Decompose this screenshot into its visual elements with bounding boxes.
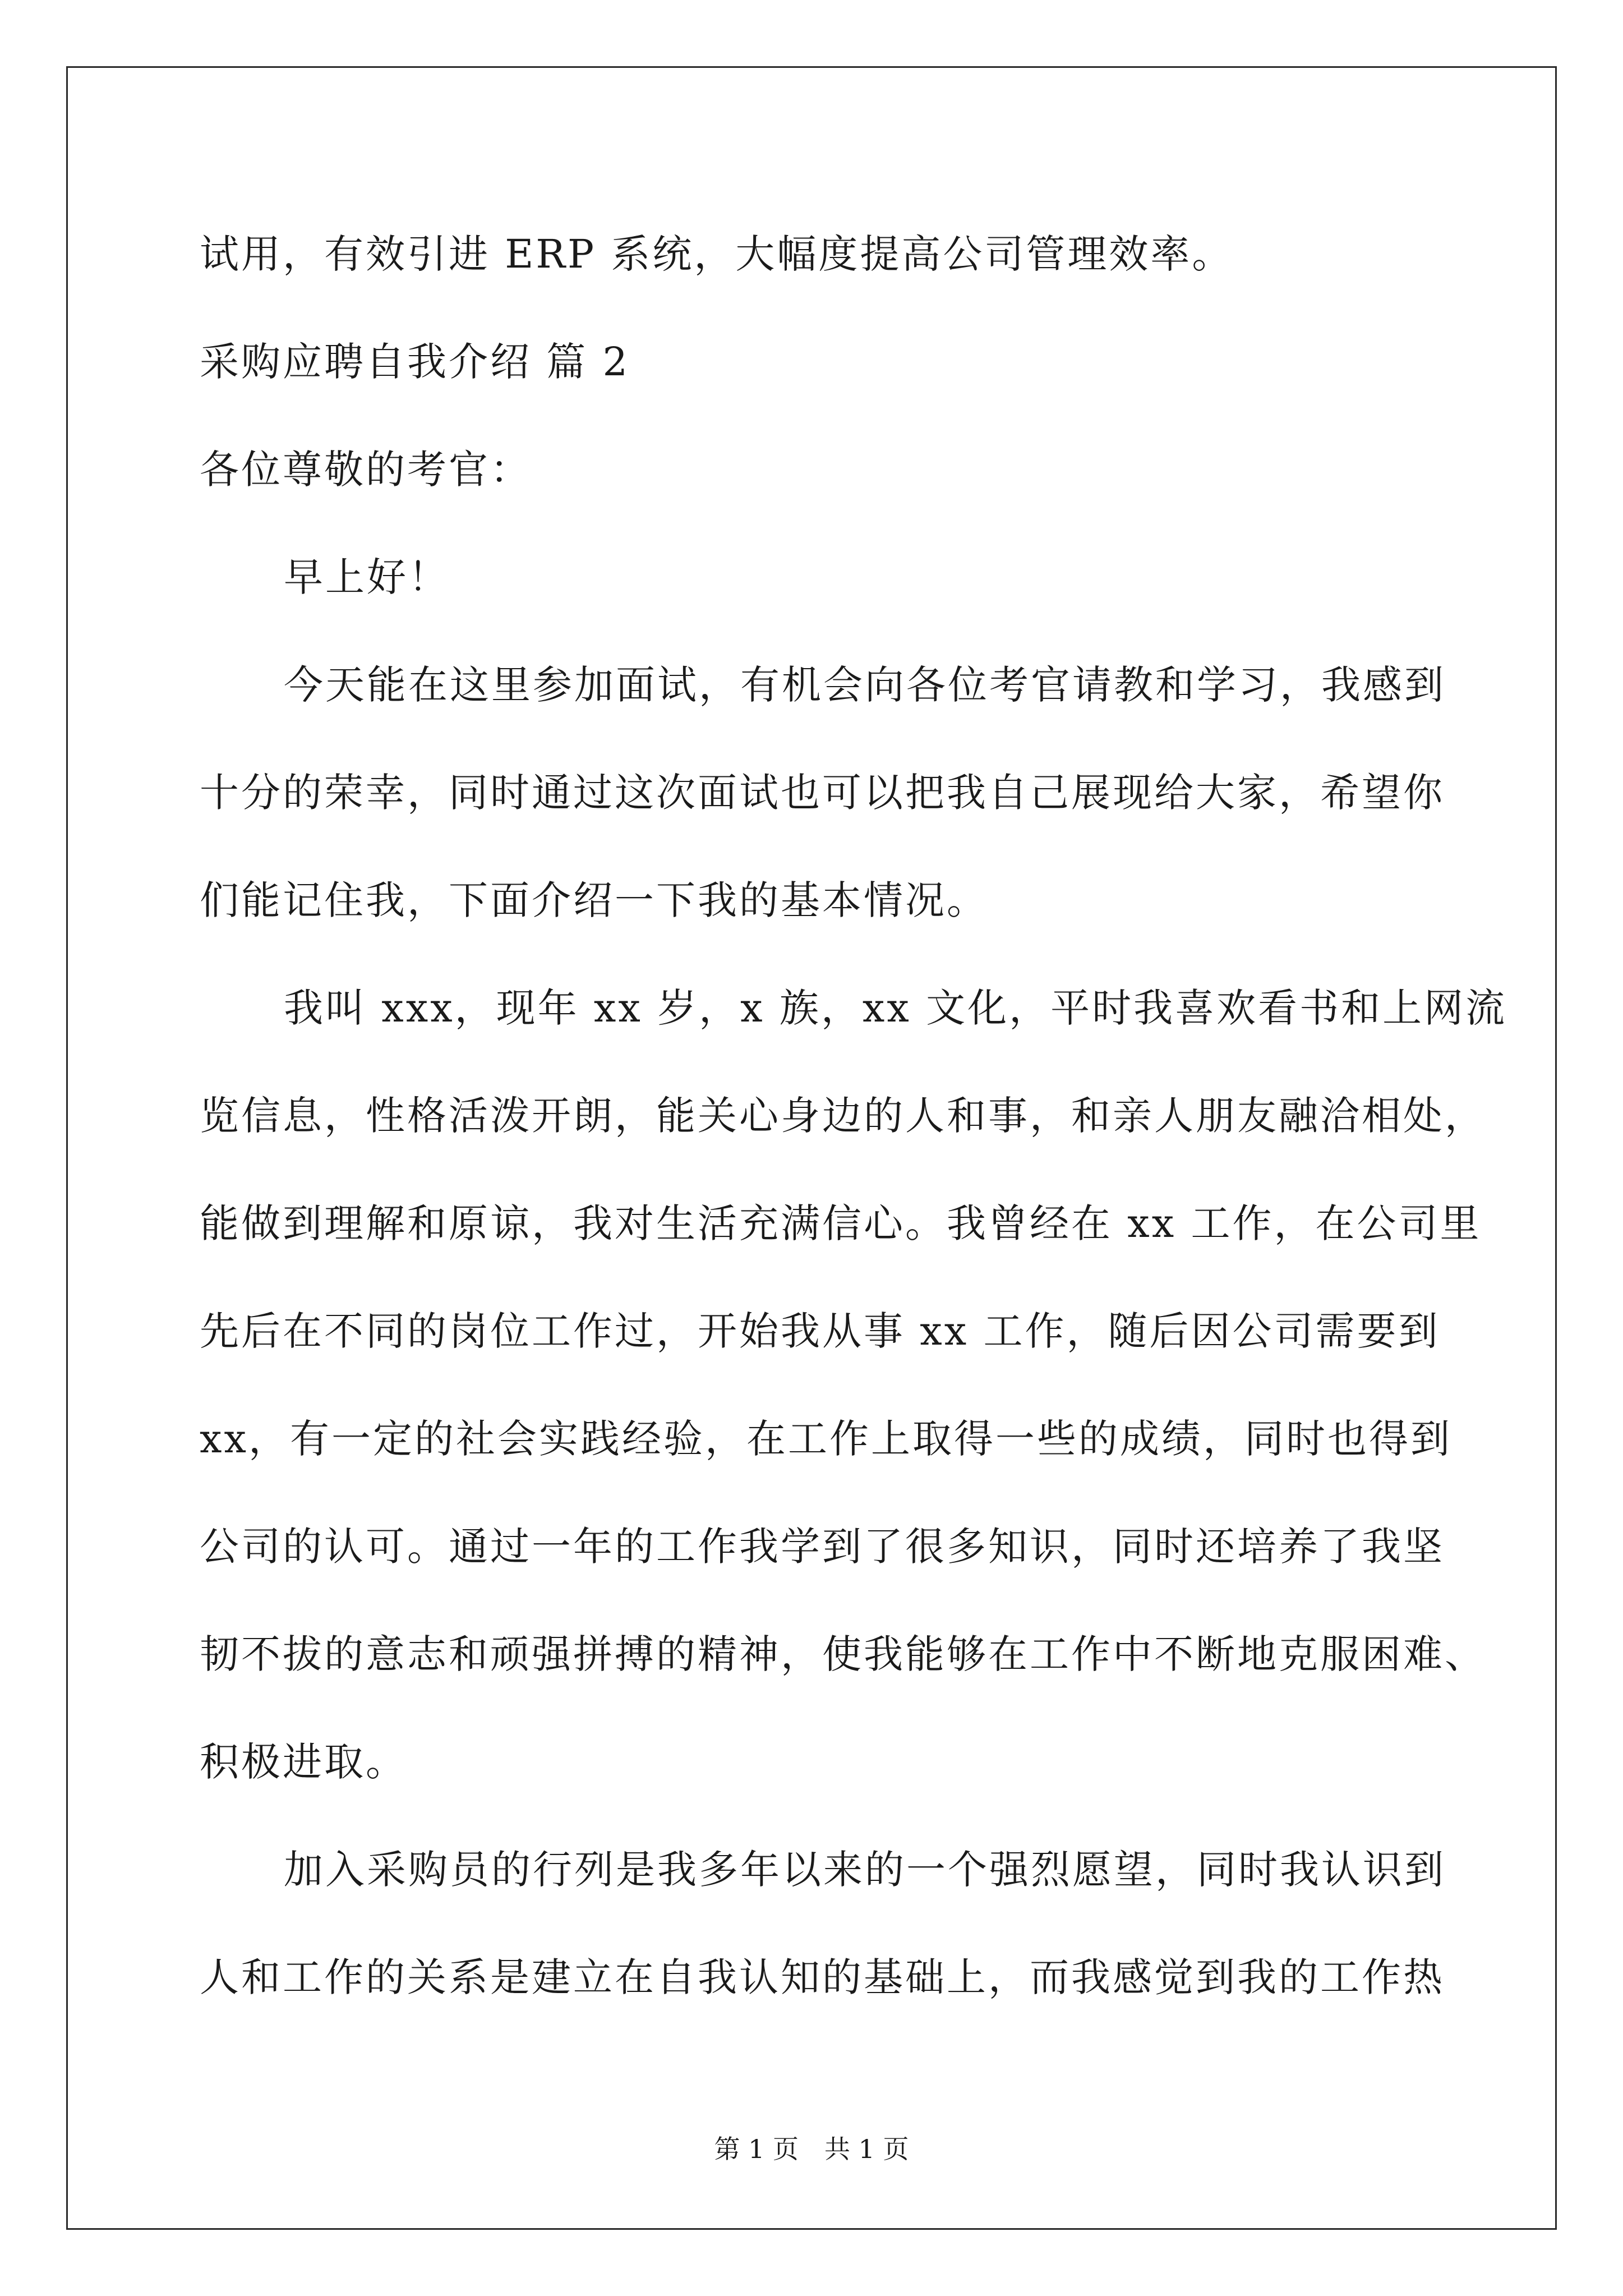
text-line: 览信息，性格活泼开朗，能关心身边的人和事，和亲人朋友融洽相处， [200,1093,1486,1139]
text-line: 积极进取。 [200,1739,407,1785]
text-line: xx，有一定的社会实践经验，在工作上取得一些的成绩，同时也得到 [200,1416,1452,1462]
page-number: 第 1 页 共 1 页 [714,2134,909,2164]
text-line: 韧不拔的意志和顽强拼搏的精神，使我能够在工作中不断地克服困难、 [200,1631,1486,1677]
salutation: 各位尊敬的考官： [200,447,532,493]
text-line: 今天能在这里参加面试，有机会向各位考官请教和学习，我感到 [284,662,1446,708]
text-line: 人和工作的关系是建立在自我认知的基础上，而我感觉到我的工作热 [200,1954,1445,2000]
text-line: 试用，有效引进 ERP 系统，大幅度提高公司管理效率。 [200,231,1234,277]
text-line: 十分的荣幸，同时通过这次面试也可以把我自己展现给大家，希望你 [200,770,1445,816]
text-line: 能做到理解和原谅，我对生活充满信心。我曾经在 xx 工作，在公司里 [200,1200,1482,1246]
text-line: 我叫 xxx，现年 xx 岁，x 族，xx 文化，平时我喜欢看书和上网流 [284,985,1507,1031]
section-heading: 采购应聘自我介绍 篇 2 [200,339,630,385]
text-line: 先后在不同的岗位工作过，开始我从事 xx 工作，随后因公司需要到 [200,1308,1440,1354]
text-line: 加入采购员的行列是我多年以来的一个强烈愿望，同时我认识到 [284,1847,1446,1893]
text-line: 公司的认可。通过一年的工作我学到了很多知识，同时还培养了我坚 [200,1524,1445,1570]
text-line: 们能记住我，下面介绍一下我的基本情况。 [200,877,988,923]
greeting: 早上好！ [284,554,450,600]
page-border [66,66,1557,2230]
